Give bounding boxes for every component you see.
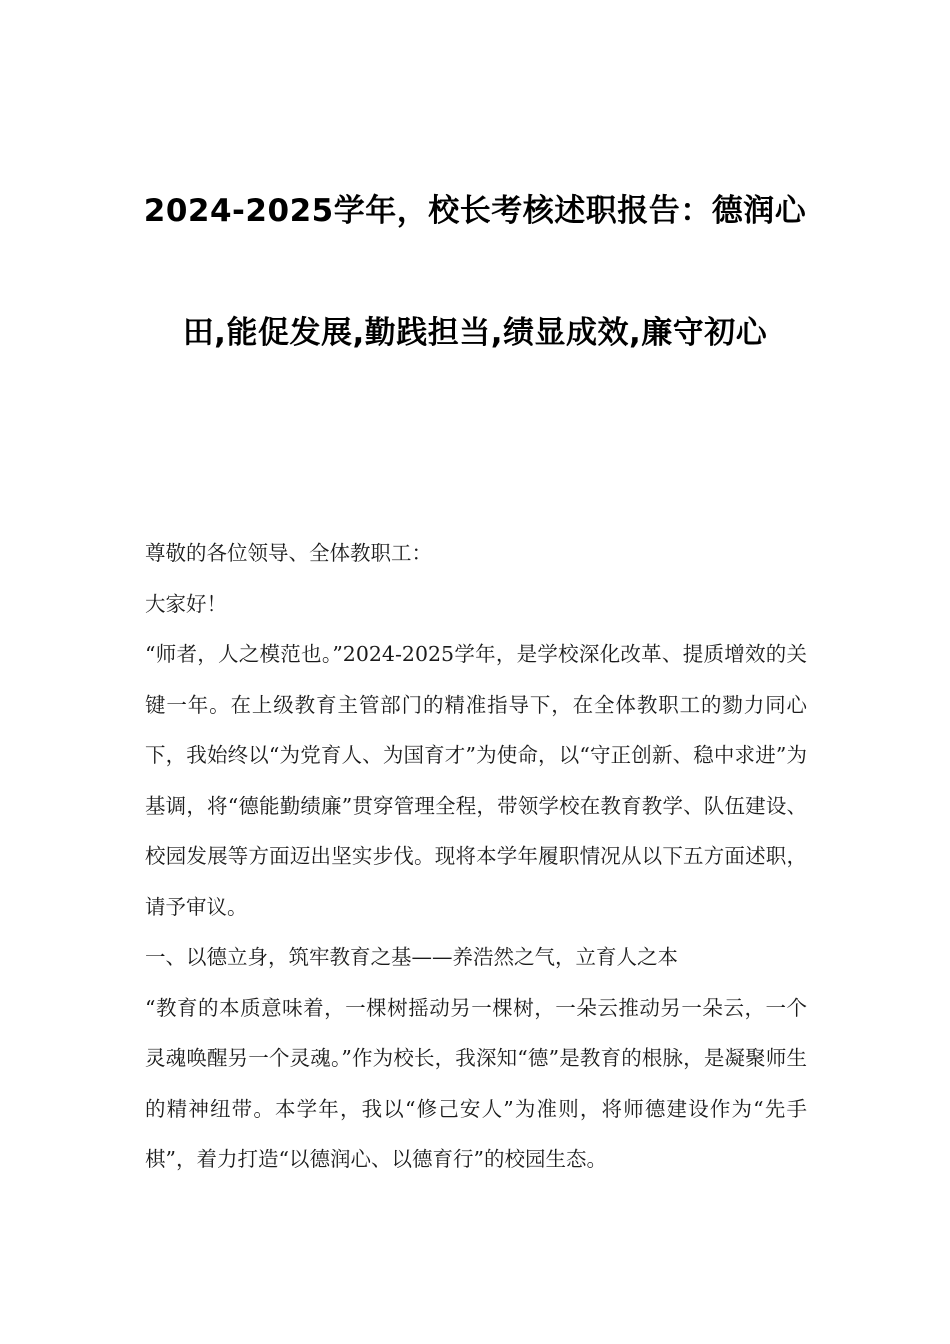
document-body — [145, 528, 807, 1185]
section-heading: 一、以德立身，筑牢教育之基——养浩然之气，立育人之本 — [145, 945, 678, 969]
greeting: 大家好！ — [145, 591, 227, 616]
intro-paragraph: “师者，人之模范也。”2024-2025学年，是学校深化改革、提质增效的关键一年。在上级教育主管部门的精准指导下，在全体教职工的勠力同心下，我始终以“为党育人、为国育才”为使命，以“守正创新、稳中求进”为基调，将“德能勤绩廉”贯穿管理全程，带领学校在教育教学、队伍建设、校园发展等方面迈出坚实步伐。现将本学年履职情况从以下五方面述职，请予审议。 — [145, 642, 807, 919]
section-paragraph: “教育的本质意味着，一棵树摇动另一棵树，一朵云推动另一朵云，一个灵魂唤醒另一个灵魂。”作为校长，我深知“德”是教育的根脉，是凝聚师生的精神纽带。本学年，我以“修己安人”为准则，将师德建设作为“先手棋”，着力打造“以德润心、以德育行”的校园生态。 — [145, 995, 807, 1171]
document-title: 2024-2025学年，校长考核述职报告：德润心田,能促发展,勤践担当,绩显成效,廉守初心 — [143, 193, 807, 351]
salutation: 尊敬的各位领导、全体教职工： — [145, 541, 432, 565]
